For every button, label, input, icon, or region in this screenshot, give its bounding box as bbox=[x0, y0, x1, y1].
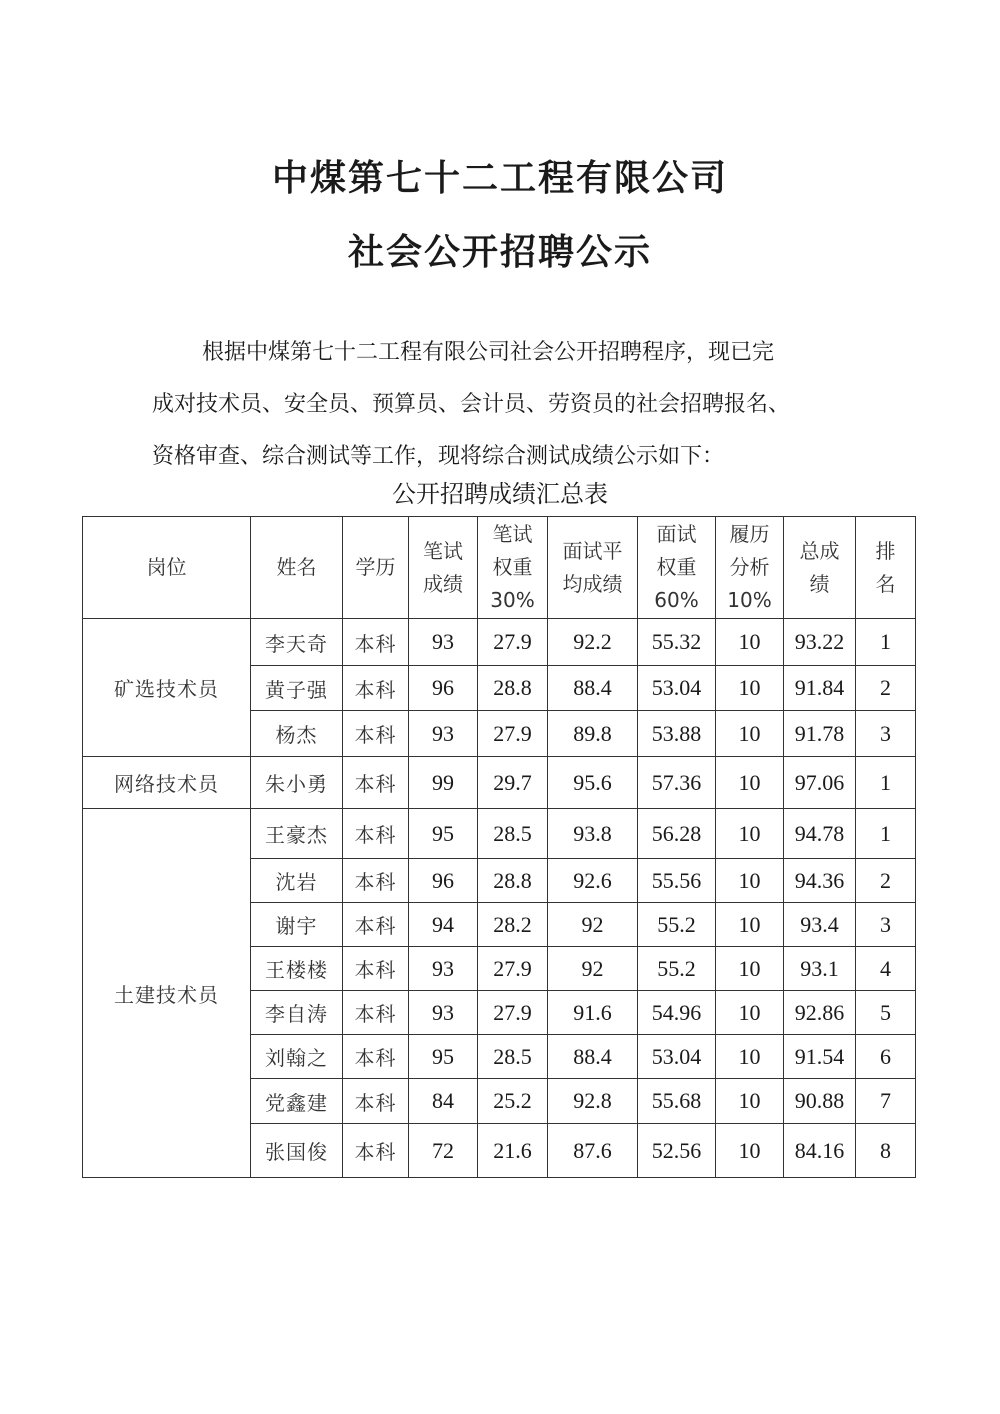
cell-rank: 3 bbox=[856, 711, 916, 757]
cell-total-score: 91.78 bbox=[784, 711, 856, 757]
cell-interview-avg: 87.6 bbox=[548, 1124, 638, 1178]
cell-rank: 2 bbox=[856, 666, 916, 711]
cell-education: 本科 bbox=[343, 711, 409, 757]
cell-resume-score: 10 bbox=[716, 903, 784, 947]
cell-interview-avg: 91.6 bbox=[548, 991, 638, 1035]
cell-rank: 1 bbox=[856, 619, 916, 666]
header-written-weight bbox=[478, 517, 548, 619]
header-name-line: 姓名 bbox=[276, 555, 317, 579]
cell-written-weighted: 27.9 bbox=[478, 619, 548, 666]
cell-resume-score: 10 bbox=[716, 619, 784, 666]
cell-rank: 3 bbox=[856, 903, 916, 947]
cell-total-score: 91.84 bbox=[784, 666, 856, 711]
cell-written-weighted: 27.9 bbox=[478, 947, 548, 991]
cell-interview-avg: 93.8 bbox=[548, 809, 638, 859]
cell-rank: 5 bbox=[856, 991, 916, 1035]
cell-written-weighted: 28.2 bbox=[478, 903, 548, 947]
cell-interview-avg: 88.4 bbox=[548, 666, 638, 711]
header-interview-weight-line: 面试 bbox=[656, 522, 697, 546]
cell-education: 本科 bbox=[343, 619, 409, 666]
header-education-line: 学历 bbox=[355, 555, 396, 579]
cell-resume-score: 10 bbox=[716, 947, 784, 991]
cell-position: 土建技术员 bbox=[83, 809, 251, 1178]
cell-name: 李天奇 bbox=[251, 619, 343, 666]
header-interview-avg-line: 面试平 bbox=[562, 538, 623, 563]
document-title: 中煤第七十二工程有限公司 bbox=[271, 158, 728, 199]
header-rank-line: 名 bbox=[875, 571, 896, 596]
cell-rank: 7 bbox=[856, 1079, 916, 1124]
cell-written-weighted: 27.9 bbox=[478, 711, 548, 757]
cell-name: 杨杰 bbox=[251, 711, 343, 757]
cell-interview-avg: 92.6 bbox=[548, 859, 638, 903]
score-summary-table bbox=[82, 516, 916, 1178]
cell-education: 本科 bbox=[343, 809, 409, 859]
cell-total-score: 91.54 bbox=[784, 1035, 856, 1079]
header-education bbox=[343, 517, 409, 619]
cell-interview-avg: 89.8 bbox=[548, 711, 638, 757]
table-header-row bbox=[83, 517, 916, 619]
cell-written-weighted: 28.5 bbox=[478, 809, 548, 859]
header-total-score bbox=[784, 517, 856, 619]
header-resume-analysis bbox=[716, 517, 784, 619]
cell-written-score: 94 bbox=[409, 903, 478, 947]
header-interview-weight bbox=[638, 517, 716, 619]
cell-interview-weighted: 55.2 bbox=[638, 903, 716, 947]
intro-line-1: 根据中煤第七十二工程有限公司社会公开招聘程序，现已完 bbox=[202, 340, 775, 365]
header-written-weight-line: 权重 bbox=[492, 555, 533, 579]
intro-paragraph-cont-1 bbox=[152, 379, 852, 431]
header-rank-line: 排 bbox=[875, 538, 896, 563]
header-interview-avg bbox=[548, 517, 638, 619]
cell-rank: 1 bbox=[856, 757, 916, 809]
cell-education: 本科 bbox=[343, 1035, 409, 1079]
cell-written-score: 93 bbox=[409, 619, 478, 666]
header-interview-weight-line: 权重 bbox=[656, 555, 697, 579]
cell-interview-weighted: 53.88 bbox=[638, 711, 716, 757]
header-interview-avg-line: 均成绩 bbox=[562, 571, 623, 596]
cell-resume-score: 10 bbox=[716, 1035, 784, 1079]
document-subtitle: 社会公开招聘公示 bbox=[347, 232, 652, 273]
cell-total-score: 84.16 bbox=[784, 1124, 856, 1178]
cell-education: 本科 bbox=[343, 903, 409, 947]
cell-total-score: 93.22 bbox=[784, 619, 856, 666]
cell-total-score: 97.06 bbox=[784, 757, 856, 809]
cell-written-weighted: 25.2 bbox=[478, 1079, 548, 1124]
cell-name: 朱小勇 bbox=[251, 757, 343, 809]
cell-education: 本科 bbox=[343, 757, 409, 809]
cell-resume-score: 10 bbox=[716, 991, 784, 1035]
cell-written-score: 93 bbox=[409, 947, 478, 991]
cell-resume-score: 10 bbox=[716, 666, 784, 711]
cell-education: 本科 bbox=[343, 1124, 409, 1178]
header-written-score bbox=[409, 517, 478, 619]
cell-position: 矿选技术员 bbox=[83, 619, 251, 757]
header-written-score-line: 笔试 bbox=[423, 538, 463, 563]
cell-name: 王豪杰 bbox=[251, 809, 343, 859]
cell-total-score: 94.78 bbox=[784, 809, 856, 859]
cell-interview-weighted: 55.2 bbox=[638, 947, 716, 991]
header-name bbox=[251, 517, 343, 619]
cell-total-score: 93.1 bbox=[784, 947, 856, 991]
table-row bbox=[83, 809, 916, 859]
cell-resume-score: 10 bbox=[716, 711, 784, 757]
table-caption: 公开招聘成绩汇总表 bbox=[392, 480, 608, 508]
header-total-score-line: 绩 bbox=[809, 571, 830, 596]
cell-interview-avg: 92.8 bbox=[548, 1079, 638, 1124]
cell-interview-avg: 92.2 bbox=[548, 619, 638, 666]
header-written-weight-line: 30% bbox=[490, 588, 535, 612]
table-row bbox=[83, 619, 916, 666]
cell-interview-weighted: 55.32 bbox=[638, 619, 716, 666]
cell-written-score: 99 bbox=[409, 757, 478, 809]
cell-written-score: 95 bbox=[409, 809, 478, 859]
header-interview-weight-line: 60% bbox=[654, 588, 699, 612]
cell-education: 本科 bbox=[343, 1079, 409, 1124]
cell-written-score: 96 bbox=[409, 859, 478, 903]
cell-position: 网络技术员 bbox=[83, 757, 251, 809]
cell-written-score: 96 bbox=[409, 666, 478, 711]
header-resume-analysis-line: 履历 bbox=[729, 522, 770, 546]
header-written-score-line: 成绩 bbox=[423, 571, 463, 596]
table-row bbox=[83, 757, 916, 809]
cell-interview-weighted: 54.96 bbox=[638, 991, 716, 1035]
cell-rank: 1 bbox=[856, 809, 916, 859]
cell-written-weighted: 28.8 bbox=[478, 859, 548, 903]
cell-written-weighted: 29.7 bbox=[478, 757, 548, 809]
header-resume-analysis-line: 10% bbox=[727, 588, 772, 612]
cell-rank: 2 bbox=[856, 859, 916, 903]
cell-interview-avg: 88.4 bbox=[548, 1035, 638, 1079]
cell-total-score: 92.86 bbox=[784, 991, 856, 1035]
header-position-line: 岗位 bbox=[146, 555, 187, 579]
cell-written-score: 72 bbox=[409, 1124, 478, 1178]
cell-name: 李自涛 bbox=[251, 991, 343, 1035]
cell-written-score: 93 bbox=[409, 711, 478, 757]
cell-total-score: 94.36 bbox=[784, 859, 856, 903]
cell-total-score: 93.4 bbox=[784, 903, 856, 947]
cell-name: 王楼楼 bbox=[251, 947, 343, 991]
header-total-score-line: 总成 bbox=[799, 538, 840, 563]
cell-education: 本科 bbox=[343, 859, 409, 903]
header-position bbox=[83, 517, 251, 619]
cell-interview-avg: 92 bbox=[548, 903, 638, 947]
intro-paragraph bbox=[152, 327, 852, 379]
cell-interview-avg: 95.6 bbox=[548, 757, 638, 809]
cell-name: 黄子强 bbox=[251, 666, 343, 711]
cell-resume-score: 10 bbox=[716, 757, 784, 809]
intro-line-3: 资格审查、综合测试等工作，现将综合测试成绩公示如下： bbox=[152, 444, 725, 469]
cell-written-score: 93 bbox=[409, 991, 478, 1035]
cell-interview-avg: 92 bbox=[548, 947, 638, 991]
cell-education: 本科 bbox=[343, 666, 409, 711]
intro-line-2: 成对技术员、安全员、预算员、会计员、劳资员的社会招聘报名、 bbox=[152, 392, 791, 417]
cell-interview-weighted: 55.68 bbox=[638, 1079, 716, 1124]
cell-interview-weighted: 55.56 bbox=[638, 859, 716, 903]
cell-resume-score: 10 bbox=[716, 1079, 784, 1124]
cell-written-weighted: 21.6 bbox=[478, 1124, 548, 1178]
cell-rank: 8 bbox=[856, 1124, 916, 1178]
cell-total-score: 90.88 bbox=[784, 1079, 856, 1124]
cell-interview-weighted: 53.04 bbox=[638, 1035, 716, 1079]
cell-resume-score: 10 bbox=[716, 859, 784, 903]
cell-resume-score: 10 bbox=[716, 809, 784, 859]
header-rank bbox=[856, 517, 916, 619]
cell-written-score: 84 bbox=[409, 1079, 478, 1124]
cell-written-weighted: 28.8 bbox=[478, 666, 548, 711]
cell-name: 沈岩 bbox=[251, 859, 343, 903]
cell-education: 本科 bbox=[343, 947, 409, 991]
cell-education: 本科 bbox=[343, 991, 409, 1035]
header-written-weight-line: 笔试 bbox=[492, 522, 533, 546]
cell-written-weighted: 28.5 bbox=[478, 1035, 548, 1079]
cell-interview-weighted: 53.04 bbox=[638, 666, 716, 711]
cell-name: 谢宇 bbox=[251, 903, 343, 947]
cell-interview-weighted: 56.28 bbox=[638, 809, 716, 859]
cell-resume-score: 10 bbox=[716, 1124, 784, 1178]
header-resume-analysis-line: 分析 bbox=[729, 555, 770, 579]
cell-interview-weighted: 52.56 bbox=[638, 1124, 716, 1178]
cell-written-score: 95 bbox=[409, 1035, 478, 1079]
cell-name: 张国俊 bbox=[251, 1124, 343, 1178]
cell-written-weighted: 27.9 bbox=[478, 991, 548, 1035]
cell-name: 刘翰之 bbox=[251, 1035, 343, 1079]
cell-rank: 4 bbox=[856, 947, 916, 991]
cell-interview-weighted: 57.36 bbox=[638, 757, 716, 809]
cell-rank: 6 bbox=[856, 1035, 916, 1079]
cell-name: 党鑫建 bbox=[251, 1079, 343, 1124]
